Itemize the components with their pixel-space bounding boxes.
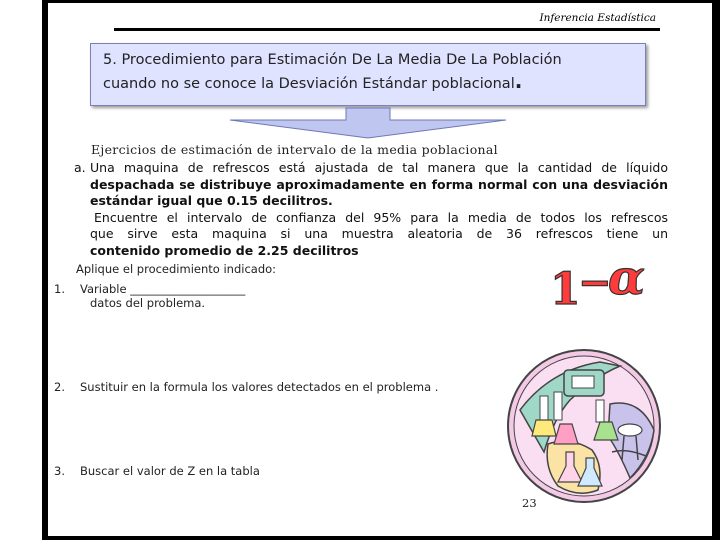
- problem-line-1: Una maquina de refrescos está ajustada de tal manera que la cantidad de líquido: [90, 160, 668, 175]
- step-1-number: 1.: [54, 282, 65, 296]
- right-border: [712, 0, 720, 540]
- laboratory-flasks-clipart: [500, 340, 668, 510]
- exercises-subtitle: Ejercicios de estimación de intervalo de la media poblacional: [91, 142, 498, 157]
- step-1-subtext: datos del problema.: [90, 296, 206, 310]
- section-title-box: [90, 43, 646, 106]
- step-2-text: Sustituir en la formula los valores detectados en el problema .: [80, 380, 439, 394]
- formula-minus: −: [578, 259, 612, 306]
- problem-marker: a.: [74, 160, 86, 175]
- down-arrow-icon: [228, 106, 508, 140]
- formula-alpha: α: [608, 256, 645, 306]
- one-minus-alpha-formula: [548, 256, 664, 314]
- top-border: [42, 0, 720, 3]
- header-rule: [114, 28, 660, 31]
- step-2: [54, 380, 514, 396]
- section-title-line-2-text: cuando no se conoce la Desviación Estándar poblacional: [103, 76, 515, 92]
- apply-instruction: Aplique el procedimiento indicado:: [76, 262, 277, 276]
- section-title-period: .: [514, 69, 523, 93]
- step-1: [54, 282, 354, 316]
- course-header: Inferencia Estadística: [539, 12, 656, 24]
- problem-line-4: Encuentre el intervalo de confianza del 95% para la media de todos los refrescos: [94, 209, 668, 225]
- step-1-text: Variable ____________________: [80, 282, 246, 296]
- left-border: [42, 0, 48, 540]
- formula-one: 1: [550, 264, 581, 314]
- problem-line-3: estándar igual que 0.15 decilitros.: [90, 193, 333, 208]
- problem-line-6: contenido promedio de 2.25 decilitros: [90, 242, 359, 258]
- bottom-border: [42, 536, 720, 540]
- step-2-number: 2.: [54, 380, 65, 394]
- section-title-line-2: [103, 71, 633, 95]
- step-3-number: 3.: [54, 464, 65, 478]
- problem-statement: [74, 160, 668, 259]
- problem-line-2: despachada se distribuye aproximadamente en forma normal con una desviación: [90, 176, 668, 192]
- section-title-line-1: 5. Procedimiento para Estimación De La Media De La Población: [103, 52, 562, 68]
- problem-line-5: que sirve esta maquina si una muestra aleatoria de 36 refrescos tiene un: [90, 226, 668, 241]
- page-number: 23: [522, 496, 537, 510]
- step-3-text: Buscar el valor de Z en la tabla: [80, 464, 260, 478]
- step-3: [54, 464, 354, 480]
